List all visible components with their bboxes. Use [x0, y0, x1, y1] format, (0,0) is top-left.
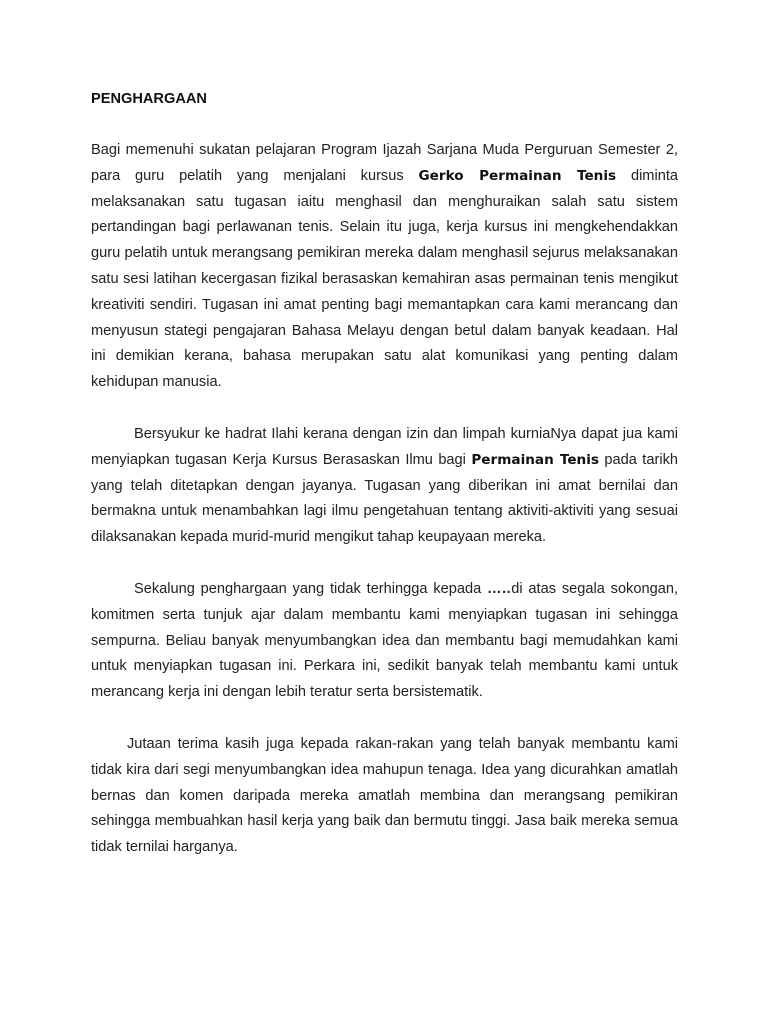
- paragraph-3-text-a: Sekalung penghargaan yang tidak terhingga kepada: [134, 580, 488, 597]
- paragraph-1-text-c: diminta melaksanakan satu tugasan iaitu menghasil dan menghuraikan salah satu sistem pertandingan bagi perlawanan tenis. Selain itu juga, kerja kursus ini mengkehendakkan guru pelatih untuk merangsang pemikiran mereka dalam menghasil sejurus melaksanakan satu sesi latihan kecergasan fizikal berasaskan kemahiran asas permainan tenis mengikut kreativiti sendiri. Tugasan ini amat penting bagi memantapkan cara kami merancang dan menyusun stategi pengajaran Bahasa Melayu dengan betul dalam banyak keadaan. Hal ini demikian kerana, bahasa merupakan satu alat komunikasi yang penting dalam kehidupan manusia.: [91, 167, 678, 391]
- paragraph-2-text-a: Bersyukur ke hadrat Ilahi kerana dengan izin dan limpah kurniaNya dapat jua kami menyiapkan tugasan Kerja Kursus Berasaskan Ilmu bagi: [91, 425, 678, 468]
- paragraph-3-text-c: di atas segala sokongan, komitmen serta tunjuk ajar dalam membantu kami menyiapkan tugasan ini sehingga sempurna. Beliau banyak menyumbangkan idea dan membantu bagi memudahkan kami untuk menyiapkan tugasan ini. Perkara ini, sedikit banyak telah membantu kami untuk merancang kerja ini dengan lebih teratur serta bersistematik.: [91, 580, 678, 701]
- document-title: PENGHARGAAN: [91, 91, 207, 107]
- document-page: [91, 80, 678, 861]
- paragraph-3-placeholder-name: …..: [487, 580, 512, 597]
- paragraph-2: [91, 422, 678, 551]
- paragraph-4: Jutaan terima kasih juga kepada rakan-rakan yang telah banyak membantu kami tidak kira dari segi menyumbangkan idea mahupun tenaga. Idea yang dicurahkan amatlah bernas dan komen daripada mereka amatlah membina dan merangsang pemikiran sehingga membuahkan hasil kerja yang baik dan bermutu tinggi. Jasa baik mereka semua tidak ternilai harganya.: [91, 735, 678, 856]
- paragraph-1-text-a: Bagi memenuhi sukatan pelajaran Program Ijazah Sarjana Muda Perguruan Semester 2, para guru pelatih yang menjalani kursus: [91, 142, 678, 184]
- paragraph-2-course-name: Permainan Tenis: [471, 451, 599, 468]
- paragraph-1: [91, 138, 678, 396]
- paragraph-1-course-name: Gerko Permainan Tenis: [418, 167, 617, 184]
- paragraph-3: [91, 577, 678, 706]
- paragraph-2-text-c: pada tarikh yang telah ditetapkan dengan jayanya. Tugasan yang diberikan ini amat bernilai dan bermakna untuk menambahkan lagi ilmu pengetahuan tentang aktiviti-aktiviti yang sesuai dilaksanakan kepada murid-murid mengikut tahap keupayaan mereka.: [91, 451, 678, 546]
